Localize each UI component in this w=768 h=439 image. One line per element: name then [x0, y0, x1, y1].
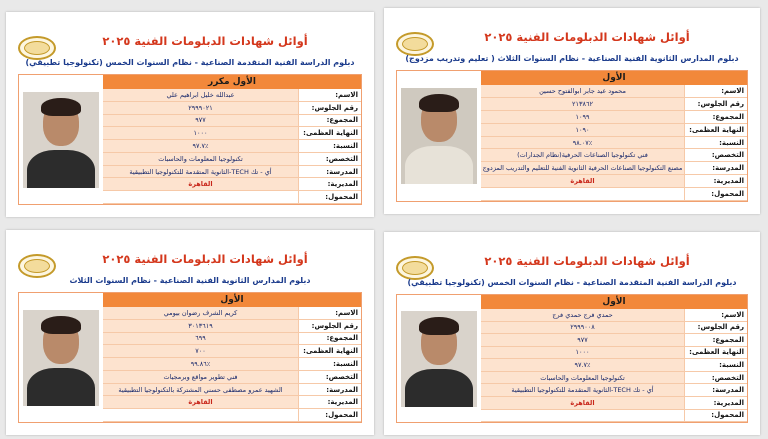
student-record: [396, 294, 748, 423]
value-seat: ٢٩٩٩٠٢١: [103, 102, 299, 115]
label-school: المدرسة:: [299, 166, 361, 179]
row-total: [103, 115, 361, 128]
rank-header: الأول مكرر: [103, 75, 361, 89]
row-name: [103, 89, 361, 102]
value-total: ٩٧٧: [481, 334, 685, 347]
value-percent: ٪٩٩.٨٦: [103, 358, 299, 371]
photo-hair: [419, 317, 459, 335]
row-specialization: [103, 371, 361, 384]
row-max: [103, 127, 361, 140]
label-directorate: المديرية:: [299, 396, 361, 409]
row-seat: [481, 98, 747, 111]
row-name: [481, 85, 747, 98]
label-total: المجموع:: [685, 334, 747, 347]
label-max: النهاية العظمى:: [685, 124, 747, 137]
label-percent: النسبة:: [299, 140, 361, 153]
card-subtitle: دبلوم الدراسة الفنية المتقدمة الصناعية - نظام السنوات الخمس (تكنولوجيا تطبيقي): [407, 278, 737, 287]
row-total: [481, 111, 747, 124]
row-percent: [481, 137, 747, 150]
label-directorate: المديرية:: [685, 175, 747, 188]
photo-frame: [397, 71, 481, 201]
value-max: ٧٠٠: [103, 345, 299, 358]
rank-header: الأول: [481, 295, 747, 309]
value-name: محمود عيد جابر ابوالفتوح حسين: [481, 85, 685, 98]
row-mobile: [103, 191, 361, 204]
value-seat: ٢١٣٨٦٢: [481, 98, 685, 111]
label-specialization: التخصص:: [685, 372, 747, 385]
photo-frame: [19, 293, 103, 422]
label-mobile: المحمول:: [299, 409, 361, 422]
photo-body: [405, 369, 473, 407]
photo-body: [27, 150, 95, 188]
row-total: [103, 333, 361, 346]
rank-header: الأول: [103, 293, 361, 307]
label-mobile: المحمول:: [299, 191, 361, 204]
label-percent: النسبة:: [685, 359, 747, 372]
label-seat: رقم الجلوس:: [299, 102, 361, 115]
label-total: المجموع:: [685, 111, 747, 124]
result-card-top-right: [384, 8, 760, 214]
row-specialization: [103, 153, 361, 166]
value-directorate: القاهرة: [103, 396, 299, 409]
photo-hair: [41, 316, 81, 334]
value-max: ١٠٩٠: [481, 124, 685, 137]
student-photo: [401, 311, 477, 407]
student-photo: [23, 310, 99, 406]
value-directorate: القاهرة: [481, 397, 685, 410]
student-details-table: [103, 293, 361, 422]
label-name: الاسم:: [299, 307, 361, 320]
value-percent: ٪٩٨.٠٧: [481, 137, 685, 150]
result-card-bottom-right: [384, 232, 760, 435]
photo-body: [27, 368, 95, 406]
row-specialization: [481, 149, 747, 162]
label-specialization: التخصص:: [685, 149, 747, 162]
row-directorate: [481, 175, 747, 188]
label-seat: رقم الجلوس:: [685, 98, 747, 111]
label-specialization: التخصص:: [299, 371, 361, 384]
label-seat: رقم الجلوس:: [685, 322, 747, 335]
row-max: [103, 345, 361, 358]
row-directorate: [103, 396, 361, 409]
label-name: الاسم:: [685, 85, 747, 98]
row-total: [481, 334, 747, 347]
row-mobile: [481, 410, 747, 423]
row-school: [481, 384, 747, 397]
label-percent: النسبة:: [685, 137, 747, 150]
value-percent: ٪٩٧.٧: [481, 359, 685, 372]
label-name: الاسم:: [299, 89, 361, 102]
student-record: [18, 74, 362, 205]
photo-body: [405, 146, 473, 184]
row-seat: [103, 102, 361, 115]
row-school: [103, 384, 361, 397]
result-card-bottom-left: [6, 230, 374, 435]
row-school: [103, 166, 361, 179]
value-name: حمدي فرج حمدي فرج: [481, 309, 685, 322]
value-school: الشهيد عمرو مصطفى حسني المشتركة بالتكنولوجيا التطبيقية: [103, 384, 299, 397]
card-title: أوائل شهادات الدبلومات الفنية ٢٠٢٥: [484, 254, 690, 268]
photo-hair: [419, 94, 459, 112]
student-record: [396, 70, 748, 202]
value-directorate: القاهرة: [103, 178, 299, 191]
value-name: كريم الشرف رضوان بيومي: [103, 307, 299, 320]
label-max: النهاية العظمى:: [299, 127, 361, 140]
label-school: المدرسة:: [685, 384, 747, 397]
value-name: عبدالله خليل ابراهيم علي: [103, 89, 299, 102]
rank-header: الأول: [481, 71, 747, 85]
row-name: [481, 309, 747, 322]
value-mobile: [481, 188, 685, 201]
value-max: ١٠٠٠: [481, 347, 685, 360]
card-subtitle: دبلوم المدارس الثانوية الفنية الصناعية - نظام السنوات الثلاث ( تعليم وتدريب مزدوج): [405, 54, 739, 63]
label-school: المدرسة:: [685, 162, 747, 175]
photo-frame: [397, 295, 481, 422]
photo-hair: [41, 98, 81, 116]
student-photo: [401, 88, 477, 184]
label-name: الاسم:: [685, 309, 747, 322]
value-specialization: تكنولوجيا المعلومات والحاسبات: [481, 372, 685, 385]
label-max: النهاية العظمى:: [299, 345, 361, 358]
label-school: المدرسة:: [299, 384, 361, 397]
value-mobile: [103, 409, 299, 422]
value-max: ١٠٠٠: [103, 127, 299, 140]
student-details-table: [481, 295, 747, 422]
value-mobile: [103, 191, 299, 204]
row-mobile: [481, 188, 747, 201]
label-percent: النسبة:: [299, 358, 361, 371]
row-seat: [103, 320, 361, 333]
value-specialization: فني تطوير مواقع وبرمجيات: [103, 371, 299, 384]
label-total: المجموع:: [299, 115, 361, 128]
label-mobile: المحمول:: [685, 410, 747, 423]
value-mobile: [481, 410, 685, 423]
student-details-table: [103, 75, 361, 204]
label-max: النهاية العظمى:: [685, 347, 747, 360]
student-details-table: [481, 71, 747, 201]
label-mobile: المحمول:: [685, 188, 747, 201]
label-seat: رقم الجلوس:: [299, 320, 361, 333]
value-total: ٩٧٧: [103, 115, 299, 128]
card-title: أوائل شهادات الدبلومات الفنية ٢٠٢٥: [102, 252, 308, 266]
value-total: ١٠٩٩: [481, 111, 685, 124]
value-school: أي - تك TECH-الثانوية المتقدمة للتكنولوجيا التطبيقية: [481, 384, 685, 397]
row-name: [103, 307, 361, 320]
value-total: ٦٩٩: [103, 333, 299, 346]
value-percent: ٪٩٧.٧: [103, 140, 299, 153]
value-specialization: فني تكنولوجيا الصناعات الحرفية(نظام الجدارات): [481, 149, 685, 162]
row-max: [481, 124, 747, 137]
row-max: [481, 347, 747, 360]
card-title: أوائل شهادات الدبلومات الفنية ٢٠٢٥: [102, 34, 308, 48]
value-seat: ٢٩٩٩٠٠٨: [481, 322, 685, 335]
value-directorate: القاهرة: [481, 175, 685, 188]
row-mobile: [103, 409, 361, 422]
row-percent: [481, 359, 747, 372]
value-specialization: تكنولوجيا المعلومات والحاسبات: [103, 153, 299, 166]
value-school: أي - تك TECH-الثانوية المتقدمة للتكنولوجيا التطبيقية: [103, 166, 299, 179]
card-subtitle: دبلوم المدارس الثانوية الفنية الصناعية - نظام السنوات الثلاث: [69, 276, 311, 285]
label-directorate: المديرية:: [299, 178, 361, 191]
student-photo: [23, 92, 99, 188]
row-specialization: [481, 372, 747, 385]
row-school: [481, 162, 747, 175]
row-seat: [481, 322, 747, 335]
row-percent: [103, 358, 361, 371]
label-directorate: المديرية:: [685, 397, 747, 410]
photo-frame: [19, 75, 103, 204]
card-subtitle: دبلوم الدراسة الفنية المتقدمة الصناعية - نظام السنوات الخمس (تكنولوجيا تطبيقي): [25, 58, 355, 67]
label-specialization: التخصص:: [299, 153, 361, 166]
card-title: أوائل شهادات الدبلومات الفنية ٢٠٢٥: [484, 30, 690, 44]
label-total: المجموع:: [299, 333, 361, 346]
row-percent: [103, 140, 361, 153]
row-directorate: [103, 178, 361, 191]
row-directorate: [481, 397, 747, 410]
value-school: مصنع التكنولوجيا الصناعات الحرفية الثانوية الفنية للتعليم والتدريب المزدوج: [481, 162, 685, 175]
student-record: [18, 292, 362, 423]
result-card-top-left: [6, 12, 374, 217]
value-seat: ٣٠١٣٦١٩: [103, 320, 299, 333]
